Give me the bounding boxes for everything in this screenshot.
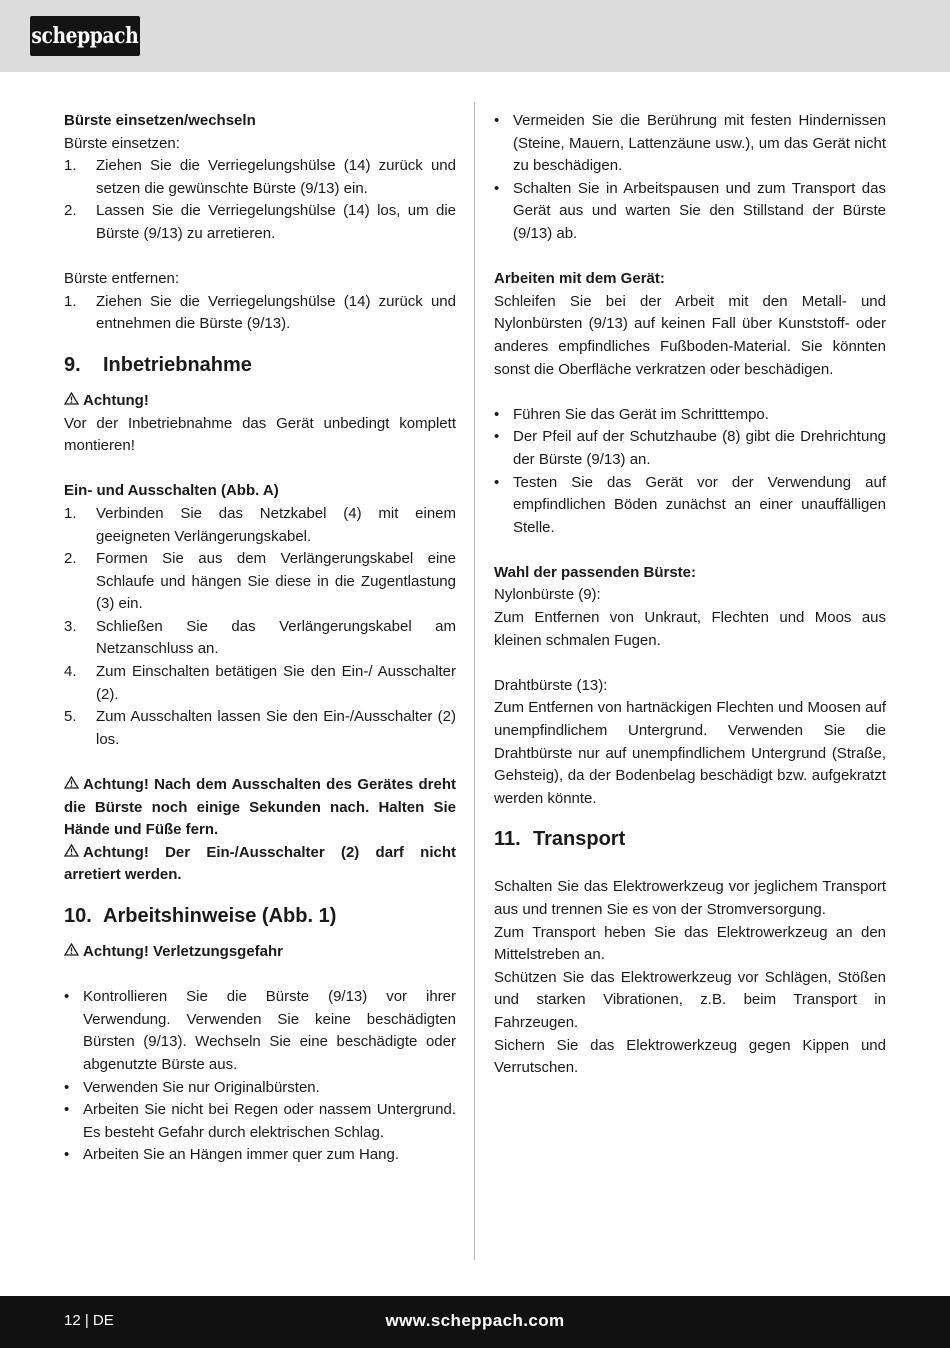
subheading-wire-brush: Drahtbürste (13): bbox=[494, 676, 608, 694]
left-column bbox=[64, 110, 456, 1167]
list-item: • Der Pfeil auf der Schutzhaube (8) gibt die Drehrichtung der Bürste (9/13) an. bbox=[494, 428, 886, 468]
work-hints-list bbox=[64, 986, 456, 1167]
section-title-working: Arbeiten mit dem Gerät: bbox=[494, 270, 665, 288]
warning-text-1: Vor der Inbetriebnahme das Gerät unbedingt komplett montieren! bbox=[64, 414, 456, 455]
warning-icon bbox=[64, 392, 79, 405]
section-title-on-off: Ein- und Ausschalten (Abb. A) bbox=[64, 482, 279, 500]
transport-text-4: Sichern Sie das Elektrowerkzeug gegen Kippen und Verrutschen. bbox=[494, 1036, 886, 1077]
list-item: 2. Formen Sie aus dem Verlängerungskabel eine Schlaufe und hängen Sie diese in die Zugentlastung (3) ein. bbox=[64, 550, 456, 613]
page-number: 12 | DE bbox=[64, 1312, 114, 1329]
remove-steps bbox=[64, 291, 456, 336]
working-hints-list bbox=[494, 404, 886, 540]
list-item: • Führen Sie das Gerät im Schritttempo. bbox=[494, 405, 769, 423]
warning-switch-lock: Achtung! Der Ein-/Ausschalter (2) darf nicht arretiert werden. bbox=[64, 843, 456, 884]
website-url: www.scheppach.com bbox=[385, 1311, 565, 1330]
heading-section-10: 10. Arbeitshinweise (Abb. 1) bbox=[64, 905, 337, 927]
transport-text-3: Schützen Sie das Elektrowerkzeug vor Schlägen, Stößen und starken Vibrationen, z.B. beim Transport in Fahrzeugen. bbox=[494, 968, 886, 1031]
working-text: Schleifen Sie bei der Arbeit mit den Metall- und Nylonbürsten (9/13) auf keinen Fall über Kunststoff- oder anderes empfindliches Fußboden-Material. Sie könnten sonst die Oberfläche verkratzen oder beschädigen. bbox=[494, 292, 886, 378]
list-item: • Kontrollieren Sie die Bürste (9/13) vor ihrer Verwendung. Verwenden Sie keine beschädigten Bürsten (9/13). Wechseln Sie eine beschädigte oder abgenutzte Bürste aus. bbox=[64, 988, 456, 1073]
page-footer bbox=[0, 1296, 950, 1348]
warning-icon bbox=[64, 943, 79, 956]
list-item: • Verwenden Sie nur Originalbürsten. bbox=[64, 1078, 320, 1096]
transport-text-1: Schalten Sie das Elektrowerkzeug vor jeglichem Transport aus und trennen Sie es von der Stromversorgung. bbox=[494, 878, 886, 918]
heading-section-9: 9. Inbetriebnahme bbox=[64, 353, 252, 376]
subheading-nylon-brush: Nylonbürste (9): bbox=[494, 586, 601, 604]
list-item: 1. Verbinden Sie das Netzkabel (4) mit einem geeigneten Verlängerungskabel. bbox=[64, 504, 456, 545]
warning-label-1: Achtung! bbox=[64, 390, 456, 413]
on-off-steps bbox=[64, 503, 456, 752]
work-hints-list-continued bbox=[494, 110, 886, 246]
list-item: 1. Ziehen Sie die Verriegelungshülse (14) zurück und entnehmen die Bürste (9/13). bbox=[64, 292, 456, 333]
scheppach-logo bbox=[30, 16, 140, 56]
heading-section-11: 11. Transport bbox=[494, 828, 626, 851]
section-title-brush-choice: Wahl der passenden Bürste: bbox=[494, 563, 696, 581]
page-header bbox=[0, 0, 950, 72]
insert-steps bbox=[64, 155, 456, 245]
list-item: • Arbeiten Sie an Hängen immer quer zum Hang. bbox=[64, 1146, 399, 1164]
column-divider bbox=[474, 102, 475, 1260]
subheading-remove-brush: Bürste entfernen: bbox=[64, 270, 180, 288]
warning-icon bbox=[64, 776, 79, 789]
transport-text-2: Zum Transport heben Sie das Elektrowerkzeug an den Mittelstreben an. bbox=[494, 923, 886, 964]
logo-text: scheppach bbox=[31, 23, 139, 49]
list-item: • Arbeiten Sie nicht bei Regen oder nassem Untergrund. Es besteht Gefahr durch elektrischen Schlag. bbox=[64, 1101, 456, 1141]
warning-afterrun: Achtung! Nach dem Ausschalten des Gerätes dreht die Bürste noch einige Sekunden nach. Halten Sie Hände und Füße fern. bbox=[64, 776, 456, 839]
list-item: • Testen Sie das Gerät vor der Verwendung auf empfindlichen Böden zunächst an einer unauffälligen Stelle. bbox=[494, 473, 886, 536]
right-column bbox=[494, 110, 886, 1080]
wire-brush-text: Zum Entfernen von hartnäckigen Flechten und Moosen auf unempfindlichem Untergrund. Verwenden Sie die Drahtbürste nur auf unempfindlichem Untergrund (Straße, Gehsteig), da der Bodenbelag beschädigt bzw. aufgekratzt werden könnte. bbox=[494, 699, 886, 807]
nylon-brush-text: Zum Entfernen von Unkraut, Flechten und Moos aus kleinen schmalen Fugen. bbox=[494, 609, 886, 649]
list-item: 4. Zum Einschalten betätigen Sie den Ein-/ Ausschalter (2). bbox=[64, 663, 456, 703]
section-title-brush-change: Bürste einsetzen/wechseln bbox=[64, 112, 256, 129]
list-item: • Vermeiden Sie die Berührung mit festen Hindernissen (Steine, Mauern, Lattenzäune usw.), um das Gerät nicht zu beschädigen. bbox=[494, 112, 886, 175]
warning-injury: Achtung! Verletzungsgefahr bbox=[64, 941, 456, 964]
list-item: 2. Lassen Sie die Verriegelungshülse (14) los, um die Bürste (9/13) zu arretieren. bbox=[64, 202, 456, 242]
list-item: 1. Ziehen Sie die Verriegelungshülse (14) zurück und setzen die gewünschte Bürste (9/13) ein. bbox=[64, 157, 456, 197]
list-item: 5. Zum Ausschalten lassen Sie den Ein-/Ausschalter (2) los. bbox=[64, 708, 456, 748]
list-item: 3. Schließen Sie das Verlängerungskabel am Netzanschluss an. bbox=[64, 617, 456, 658]
warning-icon bbox=[64, 844, 79, 857]
subheading-insert-brush: Bürste einsetzen: bbox=[64, 134, 180, 152]
list-item: • Schalten Sie in Arbeitspausen und zum Transport das Gerät aus und warten Sie den Stillstand der Bürste (9/13) ab. bbox=[494, 179, 886, 242]
